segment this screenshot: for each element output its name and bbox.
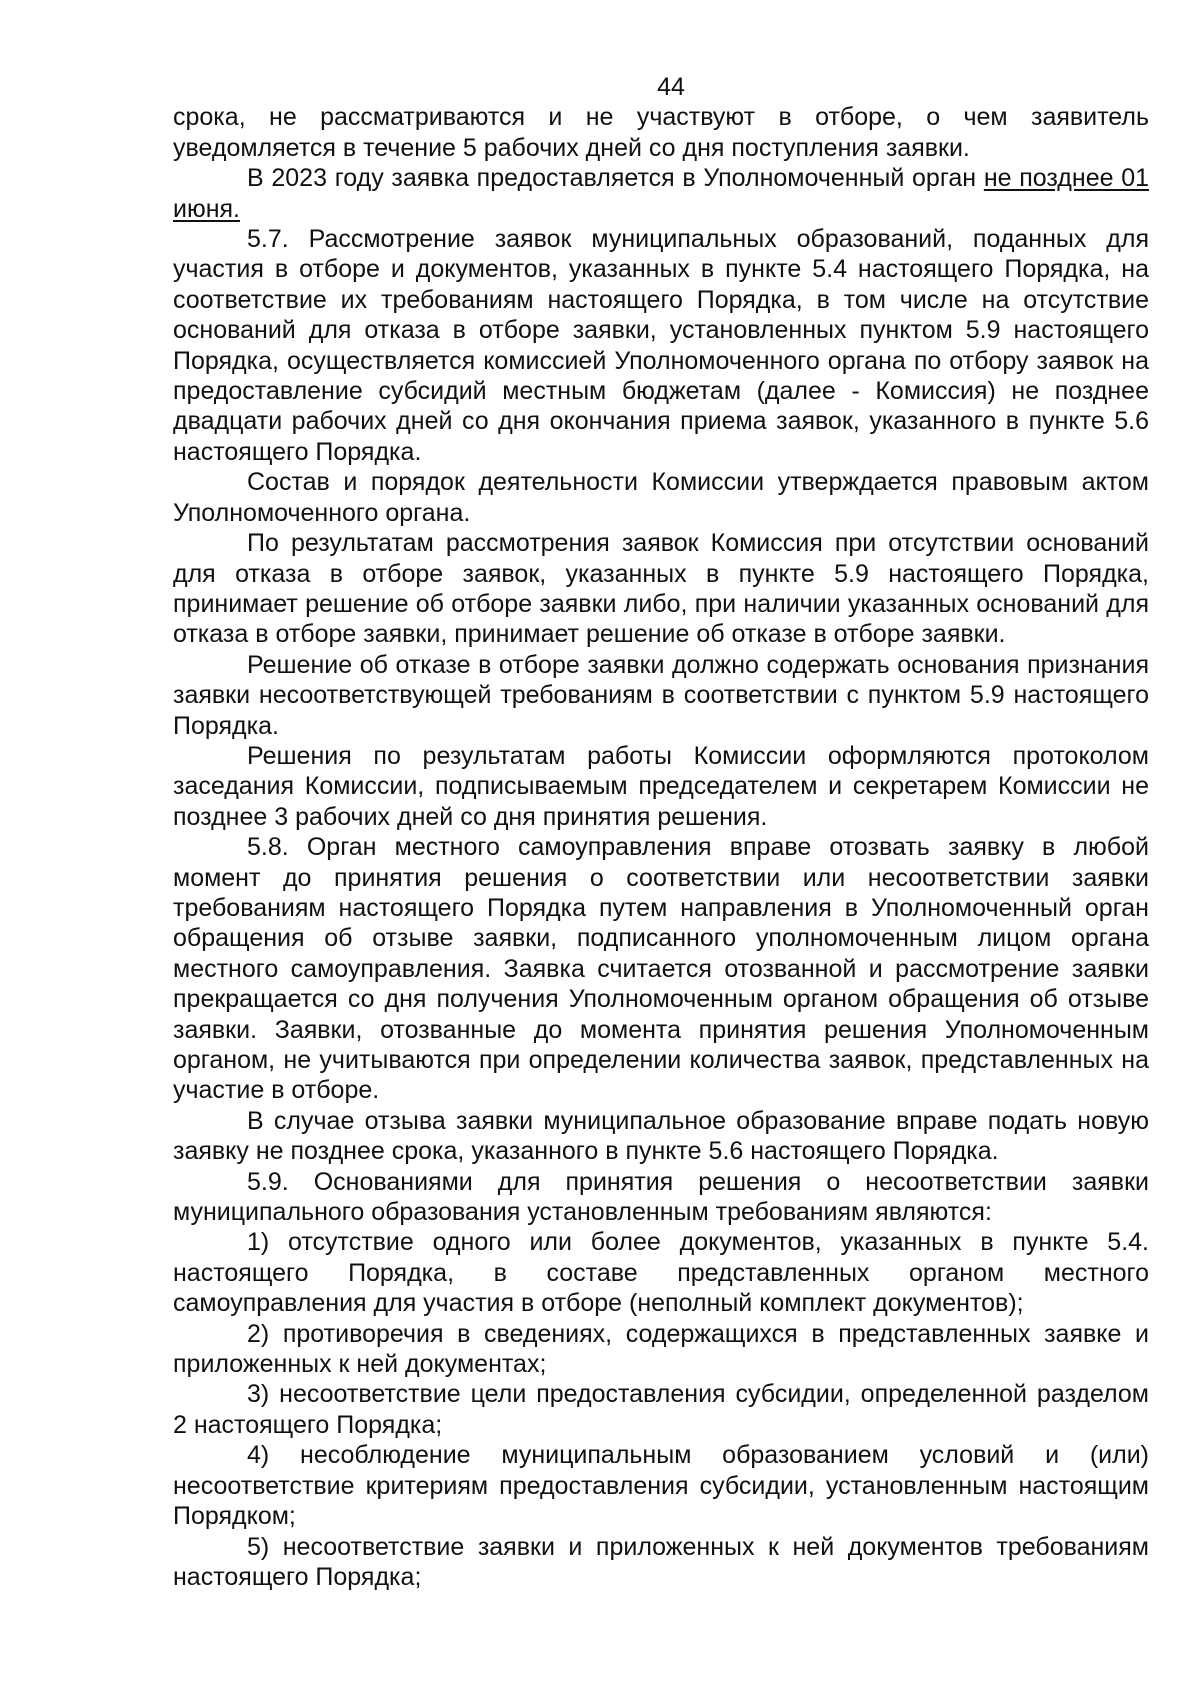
paragraph-review-results: По результатам рассмотрения заявок Комиссия при отсутствии оснований для отказа в отборе заявок, указанных в пункте 5.9 настоящего Порядка, принимает решение об отборе заявки либо, при наличии указанных оснований для отказа в отборе заявки, принимает решение об отказе в отборе заявки. (173, 529, 1149, 649)
paragraph-protocol: Решения по результатам работы Комиссии оформляются протоколом заседания Комиссии, подписываемым председателем и секретарем Комиссии не позднее 3 рабочих дней со дня принятия решения. (173, 741, 1149, 831)
list-item-2: 2) противоречия в сведениях, содержащихся в представленных заявке и приложенных к ней документах; (173, 1319, 1149, 1379)
list-item-3: 3) несоответствие цели предоставления субсидии, определенной разделом 2 настоящего Порядка; (173, 1380, 1149, 1439)
paragraph-5-7: 5.7. Рассмотрение заявок муниципальных образований, поданных для участия в отборе и документов, указанных в пункте 5.4 настоящего Порядка, на соответствие их требованиям настоящего Порядка, в том числе на отсутствие оснований для отказа в отборе заявки, установленных пунктом 5.9 настоящего Порядка, осуществляется комиссией Уполномоченного органа по отбору заявок на предоставление субсидий местным бюджетам (далее - Комиссия) не позднее двадцати рабочих дней со дня окончания приема заявок, указанного в пункте 5.6 настоящего Порядка. (173, 225, 1149, 466)
document-page (173, 72, 1149, 1592)
deadline-text: В 2023 году заявка предоставляется в Уполномоченный орган (247, 164, 984, 193)
paragraph-commission-composition: Состав и порядок деятельности Комиссии утверждается правовым актом Уполномоченного органа. (173, 468, 1149, 527)
paragraph-refusal-decision: Решение об отказе в отборе заявки должно содержать основания признания заявки несоответствующей требованиям в соответствии с пунктом 5.9 настоящего Порядка. (173, 650, 1149, 740)
deadline-underlined: не позднее 01 июня. (173, 164, 1150, 223)
list-item-4: 4) несоблюдение муниципальным образованием условий и (или) несоответствие критериям предоставления субсидии, установленным настоящим Порядком; (173, 1441, 1149, 1531)
paragraph-continuation: срока, не рассматриваются и не участвуют в отборе, о чем заявитель уведомляется в течение 5 рабочих дней со дня поступления заявки. (173, 103, 1149, 162)
paragraph-resubmission: В случае отзыва заявки муниципальное образование вправе подать новую заявку не позднее срока, указанного в пункте 5.6 настоящего Порядка. (173, 1106, 1149, 1166)
paragraph-2023-deadline (173, 163, 1149, 224)
paragraph-5-8: 5.8. Орган местного самоуправления вправе отозвать заявку в любой момент до принятия решения о соответствии или несоответствии заявки требованиям настоящего Порядка путем направления в Уполномоченный орган обращения об отзыве заявки, подписанного уполномоченным лицом органа местного самоуправления. Заявка считается отозванной и рассмотрение заявки прекращается со дня получения Уполномоченным органом обращения об отзыве заявки. Заявки, отозванные до момента принятия решения Уполномоченным органом, не учитываются при определении количества заявок, представленных на участие в отборе. (173, 833, 1149, 1105)
list-item-5: 5) несоответствие заявки и приложенных к ней документов требованиям настоящего Порядка; (173, 1532, 1149, 1591)
page-number: 44 (657, 73, 685, 101)
paragraph-5-9: 5.9. Основаниями для принятия решения о несоответствии заявки муниципального образования установленным требованиям являются: (173, 1167, 1149, 1227)
list-item-1: 1) отсутствие одного или более документов, указанных в пункте 5.4. настоящего Порядка, в составе представленных органом местного самоуправления для участия в отборе (неполный комплект документов); (173, 1228, 1149, 1318)
